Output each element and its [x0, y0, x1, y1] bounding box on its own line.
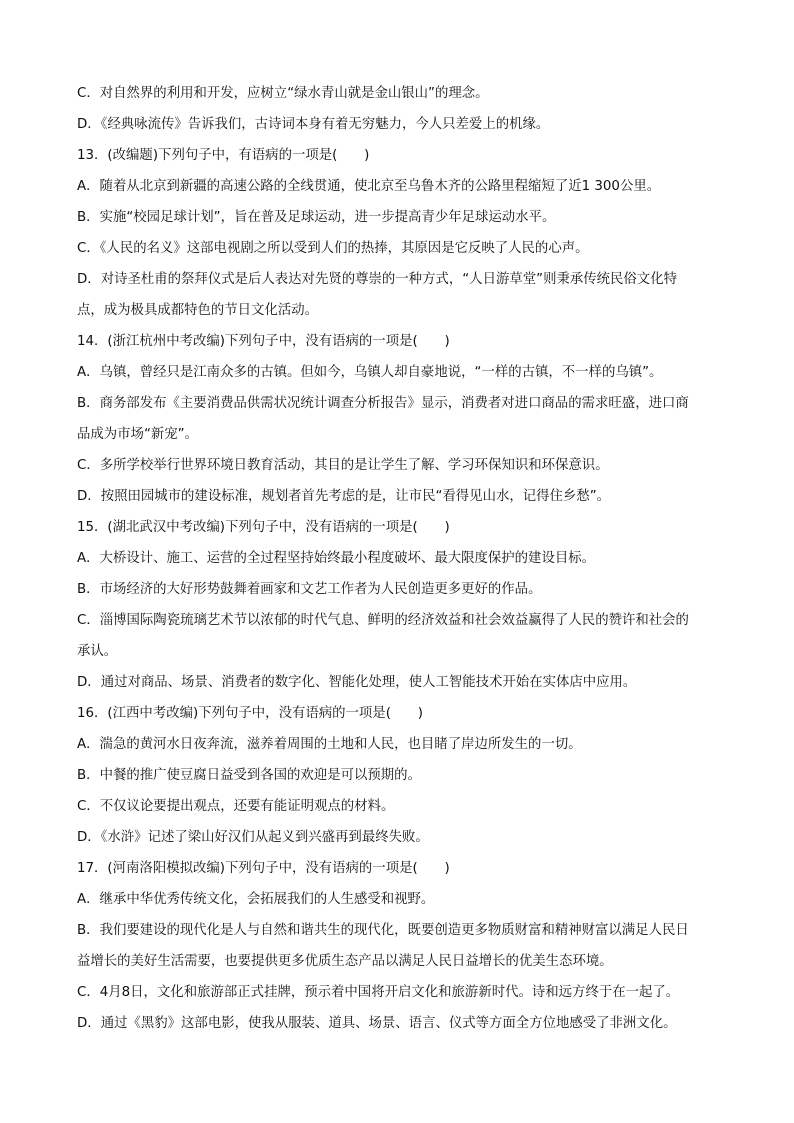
text-line: B．实施“校园足球计划”，旨在普及足球运动，进一步提高青少年足球运动水平。 [77, 210, 556, 225]
text-line: D．《水浒》记述了梁山好汉们从起义到兴盛再到最终失败。 [77, 830, 429, 845]
text-line: D．按照田园城市的建设标准，规划者首先考虑的是，让市民“看得见山水，记得住乡愁”。 [77, 489, 611, 504]
text-line: B．中餐的推广使豆腐日益受到各国的欢迎是可以预期的。 [77, 768, 421, 783]
question-16-stem: 16．(江西中考改编)下列句子中，没有语病的一项是( ) [77, 706, 423, 721]
text-line: C．多所学校举行世界环境日教育活动，其目的是让学生了解、学习环保知识和环保意识。 [77, 458, 609, 473]
text-line: C．4月8日，文化和旅游部正式挂牌，预示着中国将开启文化和旅游新时代。诗和远方终于在一起了。 [77, 985, 680, 1000]
document-body [77, 78, 723, 1039]
question-13-stem: 13．(改编题)下列句子中，有语病的一项是( ) [77, 148, 370, 163]
text-line: A．大桥设计、施工、运营的全过程坚持始终最小程度破坏、最大限度保护的建设目标。 [77, 551, 596, 566]
text-line: B．市场经济的大好形势鼓舞着画家和文艺工作者为人民创造更多更好的作品。 [77, 582, 542, 597]
text-line: A．随着从北京到新疆的高速公路的全线贯通，使北京至乌鲁木齐的公路里程缩短了近1 300公里。 [77, 179, 661, 194]
text-line: C．淄博国际陶瓷琉璃艺术节以浓郁的时代气息、鲜明的经济效益和社会效益赢得了人民的赞许和社会的 [77, 613, 689, 628]
question-15-stem: 15．(湖北武汉中考改编)下列句子中，没有语病的一项是( ) [77, 520, 450, 535]
text-line: 品成为市场“新宠”。 [77, 427, 198, 442]
text-line: D．《经典咏流传》告诉我们，古诗词本身有着无穷魅力，今人只差爱上的机缘。 [77, 117, 550, 132]
text-line: A．湍急的黄河水日夜奔流，滋养着周围的土地和人民，也目睹了岸边所发生的一切。 [77, 737, 582, 752]
text-line: D．通过对商品、场景、消费者的数字化、智能化处理，使人工智能技术开始在实体店中应用。 [77, 675, 637, 690]
text-line: B．我们要建设的现代化是人与自然和谐共生的现代化，既要创造更多物质财富和精神财富以满足人民日 [77, 923, 689, 938]
text-line: 承认。 [77, 644, 118, 659]
text-line: A．乌镇，曾经只是江南众多的古镇。但如今，乌镇人却自豪地说，“一样的古镇，不一样的乌镇”。 [77, 365, 663, 380]
text-line: C．不仅议论要提出观点，还要有能证明观点的材料。 [77, 799, 395, 814]
text-line: B．商务部发布《主要消费品供需状况统计调查分析报告》显示，消费者对进口商品的需求旺盛，进口商 [77, 396, 689, 411]
text-line: C．对自然界的利用和开发，应树立“绿水青山就是金山银山”的理念。 [77, 86, 489, 101]
text-line: 点，成为极具成都特色的节日文化活动。 [77, 303, 319, 318]
text-line: A．继承中华优秀传统文化，会拓展我们的人生感受和视野。 [77, 892, 435, 907]
text-line: D．通过《黑豹》这部电影，使我从服装、道具、场景、语言、仪式等方面全方位地感受了非洲文化。 [77, 1016, 677, 1031]
text-line: D．对诗圣杜甫的祭拜仪式是后人表达对先贤的尊崇的一种方式，“人日游草堂”则秉承传统民俗文化特 [77, 272, 677, 287]
question-17-stem: 17．(河南洛阳模拟改编)下列句子中，没有语病的一项是( ) [77, 861, 450, 876]
text-line: C．《人民的名义》这部电视剧之所以受到人们的热捧，其原因是它反映了人民的心声。 [77, 241, 589, 256]
text-line: 益增长的美好生活需要，也要提供更多优质生态产品以满足人民日益增长的优美生态环境。 [77, 954, 613, 969]
question-14-stem: 14．(浙江杭州中考改编)下列句子中，没有语病的一项是( ) [77, 334, 450, 349]
